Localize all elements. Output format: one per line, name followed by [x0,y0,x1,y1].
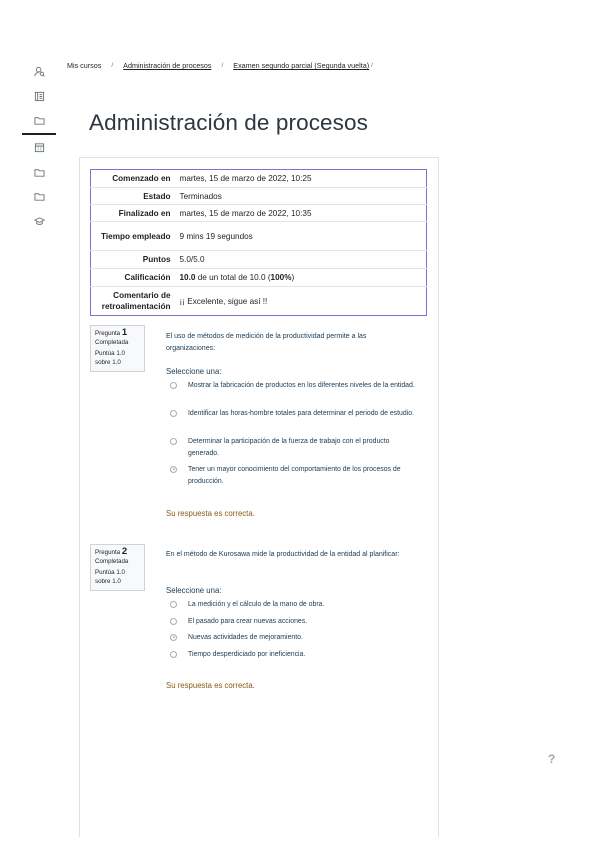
question-number: 2 [121,546,128,557]
summary-label: Puntos [91,251,177,269]
folder-icon[interactable] [22,161,56,183]
book-icon[interactable] [22,85,56,107]
summary-row [91,205,427,222]
radio-button[interactable] [170,601,177,608]
breadcrumb-separator: / [221,62,224,69]
summary-label: Tiempo empleado [91,222,177,251]
answer-text: Determinar la participación de la fuerza de trabajo con el producto generado. [188,438,390,457]
radio-button-selected[interactable] [170,634,177,641]
question-label: Pregunta [95,549,121,556]
question-state: Completada [95,338,129,346]
question-text-2: En el método de Kurosawa mide la productividad de la entidad al planificar: [166,551,400,558]
answer-text: Mostrar la fabricación de productos en los diferentes niveles de la entidad. [188,382,415,389]
answer-text: Identificar las horas-hombre totales para determinar el periodo de estudio. [188,410,414,417]
answer-text: La medición y el cálculo de la mano de obra. [188,601,325,608]
help-button[interactable]: ? [548,752,556,766]
select-label: Seleccione una: [166,367,222,376]
summary-value: ¡¡ Excelente, sigue así !! [177,287,427,316]
summary-value [177,269,427,287]
answer-option[interactable] [170,408,420,420]
answer-text: Tiempo desperdiciado por ineficiencia. [188,651,306,658]
radio-button[interactable] [170,382,177,389]
summary-row [91,170,427,188]
summary-value: martes, 15 de marzo de 2022, 10:25 [179,174,312,183]
radio-button-selected[interactable] [170,466,177,473]
folder-icon[interactable] [22,185,56,207]
summary-row [91,269,427,287]
feedback-text: Su respuesta es correcta. [166,681,255,690]
answer-option[interactable] [170,616,420,628]
question-state: Completada [95,557,129,565]
feedback-text: Su respuesta es correcta. [166,509,255,518]
summary-value: martes, 15 de marzo de 2022, 10:35 [177,205,427,222]
calendar-icon[interactable] [22,136,56,158]
answer-option[interactable] [170,599,420,611]
question-text-1: El uso de métodos de medición de la productividad permite a las organizaciones: [166,333,367,352]
grade-end: ) [291,273,295,282]
question-score: Puntúa 1.0 [95,350,125,357]
breadcrumb-separator: / [111,62,114,69]
breadcrumb [67,61,373,70]
answer-option[interactable] [170,632,420,644]
attempt-summary-table [90,169,427,316]
summary-row [91,287,427,316]
answer-option[interactable] [170,649,420,661]
answer-text: El pasado para crear nuevas acciones. [188,618,308,625]
question-info-2 [90,544,145,591]
summary-value: 5.0/5.0 [177,251,427,269]
graduation-cap-icon[interactable] [22,210,56,232]
summary-label: Finalizado en [91,205,177,222]
question-label: Pregunta [95,330,121,337]
active-indicator [22,133,56,135]
page-title: Administración de procesos [89,110,368,135]
answer-text: Nuevas actividades de mejoramiento. [188,634,303,641]
summary-row [91,188,427,205]
radio-button[interactable] [170,410,177,417]
grade-mid: de un total de 10.0 ( [195,273,271,282]
answer-option[interactable] [170,464,420,487]
select-label: Seleccione una: [166,586,222,595]
question-score: Puntúa 1.0 [95,569,125,576]
answer-text: Tener un mayor conocimiento del comportamiento de los procesos de producción. [188,466,401,485]
user-search-icon[interactable] [22,60,56,82]
summary-value: 9 mins 19 segundos [177,222,427,251]
radio-button[interactable] [170,618,177,625]
summary-value: Terminados [177,188,427,205]
answer-option[interactable] [170,380,420,392]
question-score-max: sobre 1.0 [95,577,121,585]
breadcrumb-separator: / [371,62,373,69]
summary-row [91,222,427,251]
summary-label: Calificación [91,269,177,287]
radio-button[interactable] [170,438,177,445]
grade-value: 10.0 [179,273,196,282]
summary-row [91,251,427,269]
summary-label: Estado [91,188,177,205]
answer-option[interactable] [170,436,420,459]
summary-label: Comenzado en [112,174,171,183]
folder-icon[interactable] [22,109,56,131]
radio-button[interactable] [170,651,177,658]
question-info-1 [90,325,145,372]
grade-percent: 100% [270,273,292,282]
breadcrumb-exam[interactable]: Examen segundo parcial (Segunda vuelta) [233,61,370,70]
summary-label: Comentario de retroalimentación [91,287,177,316]
breadcrumb-course[interactable]: Administración de procesos [123,61,212,70]
question-number: 1 [121,327,128,338]
question-score-max: sobre 1.0 [95,358,121,366]
breadcrumb-my-courses[interactable]: Mis cursos [67,61,102,70]
